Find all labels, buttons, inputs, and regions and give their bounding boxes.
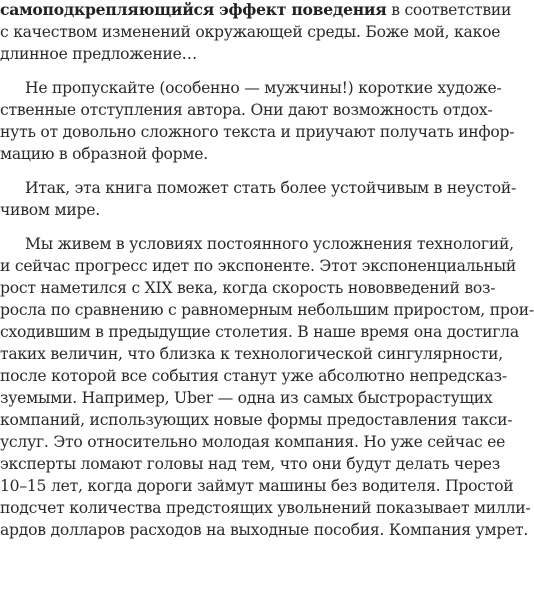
text-line: Мы живем в условиях постоянного усложнения технологий,: [25, 235, 514, 253]
text-line: сходившим в предыдущие столетия. В наше время она достигла: [0, 323, 519, 341]
text-line: чивом мире.: [0, 201, 100, 219]
text-line: Итак, эта книга поможет стать более устойчивым в неустой-: [25, 179, 517, 197]
line-text: в соответствии: [386, 1, 512, 19]
text-line: [0, 0, 512, 21]
text-line: ардов долларов расходов на выходные пособия. Компания умрет.: [0, 521, 529, 539]
text-line: компаний, использующих новые формы предоставления такси-: [0, 411, 513, 429]
text-line: мацию в образной форме.: [0, 145, 208, 163]
text-line: подсчет количества предстоящих увольнений показывает милли-: [0, 499, 531, 517]
text-line: таких величин, что близка к технологической сингулярности,: [0, 345, 503, 363]
text-line: ственные отступления автора. Они дают возможность отдох-: [0, 101, 493, 119]
text-line: зуемыми. Например, Uber — одна из самых быстрорастущих: [0, 389, 493, 407]
text-line: Не пропускайте (особенно — мужчины!) короткие художе-: [25, 79, 502, 97]
text-line: и сейчас прогресс идет по экспоненте. Этот экспоненциальный: [0, 257, 516, 275]
text-line: 10–15 лет, когда дороги займут машины без водителя. Простой: [0, 477, 514, 495]
bold-phrase: самоподкрепляющийся эффект поведения: [0, 0, 387, 19]
text-line: эксперты ломают головы над тем, что они будут делать через: [0, 455, 501, 473]
text-line: рост наметился с XIX века, когда скорость нововведений воз-: [0, 279, 496, 297]
text-line: нуть от довольно сложного текста и приучают получать инфор-: [0, 123, 515, 141]
text-line: длинное предложение…: [0, 45, 197, 63]
text-line: с качеством изменений окружающей среды. Боже мой, какое: [0, 23, 501, 41]
text-line: услуг. Это относительно молодая компания. Но уже сейчас ее: [0, 433, 506, 451]
text-line: после которой все события станут уже абсолютно непредсказ-: [0, 367, 507, 385]
text-line: росла по сравнению с равномерным небольшим приростом, прои-: [0, 301, 534, 319]
